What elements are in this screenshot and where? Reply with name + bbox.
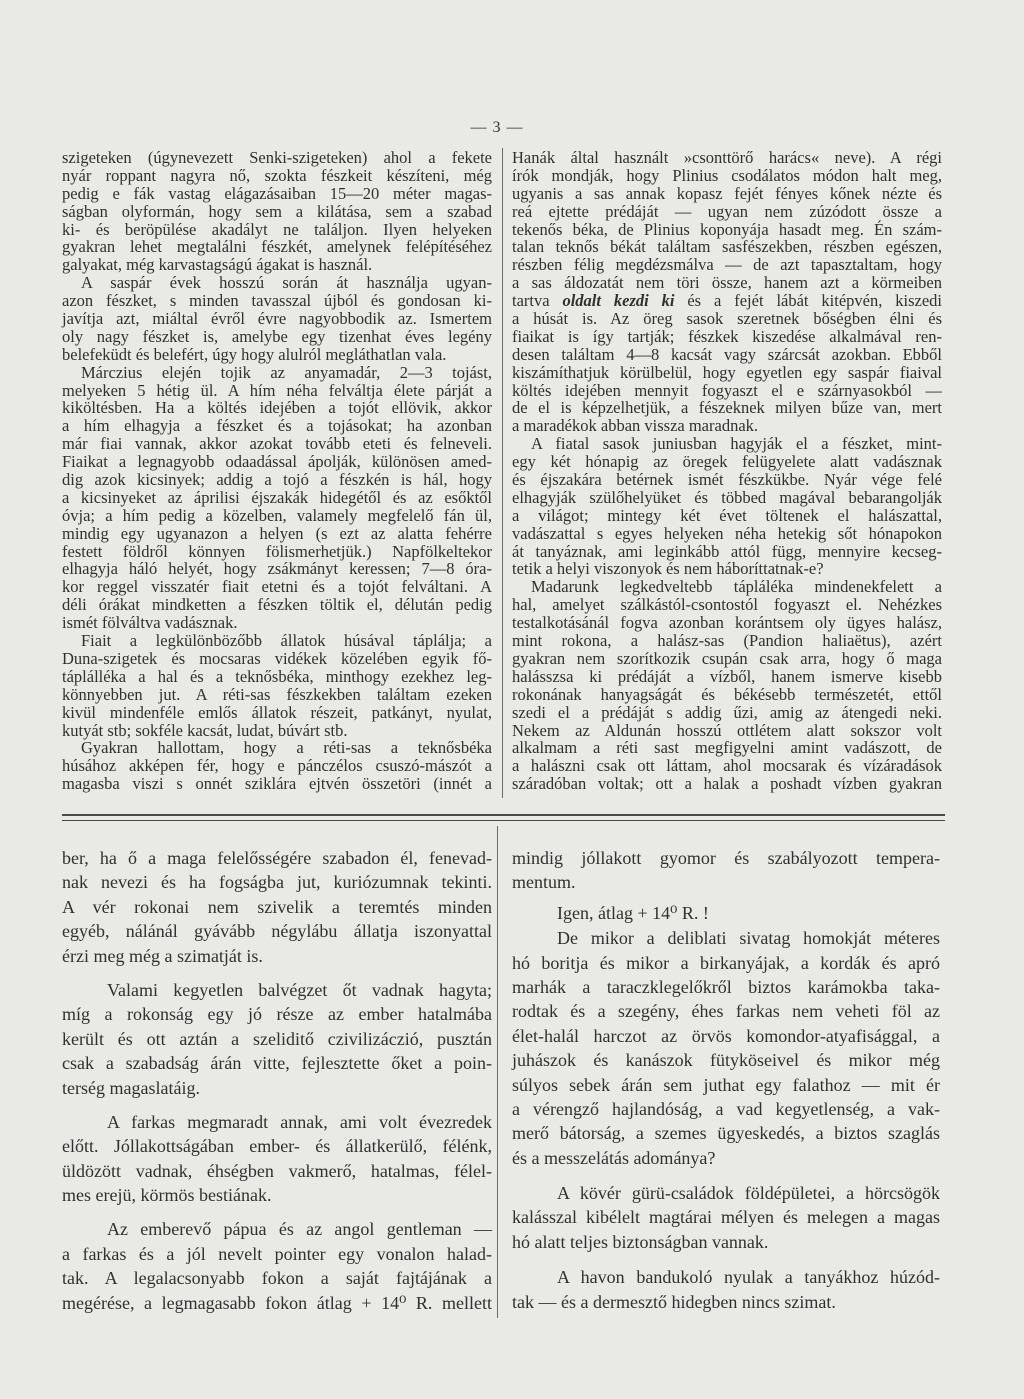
text-line: tak. A legalacsonyabb fokon a saját fajtájának a bbox=[62, 1268, 492, 1289]
text-line: merő bátorság, a szemes ügyeskedés, a biztos szaglás bbox=[512, 1123, 940, 1144]
text-line: a kicsinyeket az áprilisi éjszakák hidegétől és az esőktől bbox=[62, 487, 492, 507]
text-line: a hím elhagyja a fészket és a tojásokat; ha azonban bbox=[62, 416, 492, 436]
text-line: óvja; a hím pedig a közelben, valamely megfelelő fán ül, bbox=[62, 505, 492, 525]
text-line: egy két hónapig az öregek felügyelete alatt vadásznak bbox=[512, 452, 942, 472]
text-line: A havon bandukoló nyulak a tanyákhoz húzód- bbox=[557, 1267, 940, 1288]
text-line: száradóban voltak; ott a halak a poshadt vízben gyakran bbox=[512, 774, 942, 794]
text-line: üldözött vadnak, éhségben vakmerő, hatalmas, félel- bbox=[62, 1160, 492, 1181]
text-line: élet-halál harczot az örvös komondor-atyafisággal, a bbox=[512, 1025, 940, 1046]
bottom-left-column bbox=[62, 846, 492, 1315]
text-line: ugyanis a sas annak kopasz fejét fényes kőnek nézte és bbox=[512, 183, 942, 203]
text-line: könnyebben jut. A réti-sas fészkekben találtam ezeken bbox=[62, 684, 492, 704]
text-line: táplálléka a hal és a teknősbéka, minthogy ezekhez leg- bbox=[62, 666, 492, 686]
text-line: a világot; mintegy két évet töltenek el halászattal, bbox=[512, 505, 942, 525]
text-line: melyeken 5 hétig ül. A hím néha felváltja élete párját a bbox=[62, 380, 492, 400]
text-line: írók mondják, hogy Plinius csodálatos módon halt meg, bbox=[512, 165, 942, 185]
text-line: és éjszakára betérnek ismét fészkükbe. Nyár vége felé bbox=[512, 470, 942, 490]
paragraph bbox=[512, 1265, 940, 1314]
text-line: tetik a helyi viszonyok és nem háboríttatnak-e? bbox=[512, 559, 824, 579]
text-line: terség magaslatáig. bbox=[62, 1077, 200, 1098]
text-line: fiaikat is így tartják; fészkek kiszedése alkalmával ren- bbox=[512, 326, 942, 346]
text-line: De mikor a deliblati sivatag homokját méteres bbox=[557, 928, 940, 949]
text-line: át tanyáznak, ami leginkább attól függ, mennyire kecseg- bbox=[512, 541, 942, 561]
paragraph bbox=[512, 435, 942, 578]
top-left-column bbox=[62, 149, 492, 793]
text-line: elhagyja háló helyét, hogy zsákmányt keressen; 7—8 óra- bbox=[62, 559, 492, 579]
text-line: mindig jóllakott gyomor és szabályozott tempera- bbox=[512, 848, 940, 868]
text-line: oly nagy fészket is, amelybe egy tizenhat éves legény bbox=[62, 326, 492, 346]
top-right-column bbox=[512, 149, 942, 793]
text-line: húsához akképen fér, hogy e pánczélos csuszó-mászót a bbox=[62, 756, 492, 776]
text-line: Márczius elején tojik az anyamadár, 2—3 tojást, bbox=[81, 362, 492, 382]
text-line: Igen, átlag + 14⁰ R. ! bbox=[557, 902, 709, 923]
text-line: és a messzelátás adománya? bbox=[512, 1147, 716, 1168]
text-segment: tartva bbox=[512, 291, 563, 311]
text-line: szedi el a prédáját s addig űzi, amig az átengedi neki. bbox=[512, 702, 942, 722]
text-segment: és a fejét lábát kitépvén, kiszedi bbox=[674, 291, 943, 311]
text-line: Gyakran hallottam, hogy a réti-sas a teknősbéka bbox=[81, 738, 492, 758]
text-line: mentum. bbox=[512, 872, 576, 893]
column-divider bbox=[502, 148, 503, 798]
section-rule-thick bbox=[62, 814, 945, 816]
paragraph bbox=[62, 632, 492, 739]
text-line: vadászattal s egyes helyeken néha hetekig sőt hónapokon bbox=[512, 523, 942, 543]
text-line: tak — és a dermesztő hidegben nincs szimat. bbox=[512, 1291, 836, 1312]
paragraph bbox=[512, 578, 942, 793]
text-line: elhagyják szülőhelyüket és többed magával bebarangolják bbox=[512, 487, 942, 507]
text-line: A saspár évek hosszú során át használja ugyan- bbox=[81, 273, 492, 293]
column-divider bbox=[497, 826, 498, 1318]
text-line: Nekem az Aldunán hosszú ottlétem alatt sokszor volt bbox=[512, 720, 942, 740]
text-line: már fiai vannak, akkor azokat tovább eteti és felneveli. bbox=[62, 434, 492, 454]
text-line: testalkotásánál fogva azonban korántsem oly ügyes halász, bbox=[512, 613, 942, 633]
paragraph bbox=[62, 1217, 492, 1315]
text-line: halásszsa ki prédáját a vízből, hanem ismerve kisebb bbox=[512, 666, 942, 686]
paragraph bbox=[62, 274, 492, 363]
text-line: mes erejü, körmös bestiának. bbox=[62, 1185, 272, 1206]
paragraph bbox=[62, 364, 492, 632]
paragraph bbox=[512, 1181, 940, 1254]
text-line: Fiaikat a legnagyobb odaadással ápolják, különösen amed- bbox=[62, 452, 492, 472]
text-line: A fiatal sasok juniusban hagyják el a fészket, mint- bbox=[531, 434, 942, 454]
text-line: a sas áldozatát nem töri össze, hanem azt a körmeiben bbox=[512, 273, 942, 293]
text-line: került és ott aztán a szeliditő czivilizáczió, pusztán bbox=[62, 1028, 492, 1049]
paragraph bbox=[512, 901, 940, 925]
text-line: Fiait a legkülönbözőbb állatok húsával táplálja; a bbox=[81, 631, 492, 651]
text-line: a húsát is. Az öreg sasok szeretnek bőségben élni és bbox=[512, 309, 942, 329]
paragraph bbox=[62, 978, 492, 1100]
text-line: kor reggel visszatér fiait etetni és a tojót felváltani. A bbox=[62, 577, 492, 597]
text-line: magasba viszi s onnét sziklára ejtvén összetöri (innét a bbox=[62, 774, 492, 794]
text-line: A kövér gürü-családok földépületei, a hörcsögök bbox=[557, 1183, 940, 1204]
text-line: de el is képzelhetjük, a fészeknek milyen bűze van, mert bbox=[512, 398, 942, 418]
text-line: ki- és beröpülése akadályt ne találjon. Ilyen helyeken bbox=[62, 219, 492, 239]
text-line: A vér rokonai nem szivelik a teremtés minden bbox=[62, 896, 492, 917]
text-line: kiköltésben. Ha a költés idejében a tojót ellövik, akkor bbox=[62, 398, 492, 418]
text-line: súlyos sebek árán sem juthat egy falathoz — mit ér bbox=[512, 1074, 940, 1095]
paragraph bbox=[62, 846, 492, 968]
text-line: belefeküdt és belefért, úgy hogy alulról megláthatlan vala. bbox=[62, 344, 447, 364]
text-line: szigeteken (úgynevezett Senki-szigeteken) ahol a fekete bbox=[62, 148, 492, 167]
text-line: nyár roppant nagyra nő, szokta fészkeit készíteni, még bbox=[62, 165, 492, 185]
text-line: egyéb, nálánál gyávább négylábu állatja iszonyattal bbox=[62, 921, 492, 942]
text-line: festett földről könnyen fölismerhetjük.) Napfölkeltekor bbox=[62, 541, 492, 561]
paragraph bbox=[512, 149, 942, 435]
paragraph bbox=[512, 846, 940, 895]
text-line: galyakat, még karvastagságú ágakat is használ. bbox=[62, 255, 373, 275]
text-line: hó alatt teljes biztonságban vannak. bbox=[512, 1231, 769, 1252]
text-line: a farkas és a jól nevelt pointer egy vonalon halad- bbox=[62, 1243, 492, 1264]
text-line: azon fészket, s minden tavasszal újból és gondosan ki- bbox=[62, 291, 492, 311]
text-line: részben félig megdézsmálva — de azt tapasztaltam, hogy bbox=[512, 255, 942, 275]
text-line: a halászni csak ott láttam, ahol mocsarak és vízáradások bbox=[512, 756, 942, 776]
bottom-right-column bbox=[512, 846, 940, 1314]
text-line: megérése, a legmagasabb fokon átlag + 14⁰ R. mellett bbox=[62, 1292, 492, 1313]
text-line: ismét fölváltva vadásznak. bbox=[62, 613, 238, 633]
text-line: tekenős béka, de Plinius koponyája hasadt meg. Én szám- bbox=[512, 219, 942, 239]
text-line: rodtak és a szegény, éhes farkas nem veheti föl az bbox=[512, 1001, 940, 1022]
section-rule-thin bbox=[62, 820, 945, 821]
text-line bbox=[512, 292, 942, 310]
text-line: kutyát stb; sokféle kacsát, ludat, búvárt stb. bbox=[62, 720, 348, 740]
text-line: Madarunk legkedveltebb tápláléka mindenekfelett a bbox=[531, 577, 942, 597]
text-line: Valami kegyetlen balvégzet őt vadnak hagyta; bbox=[107, 979, 492, 1000]
text-line: juhászok és kanászok fütyköseivel és mikor még bbox=[512, 1050, 940, 1071]
text-line: nak nevezi és ha fogságba jut, kuriózumnak tekinti. bbox=[62, 872, 492, 893]
text-line: talan teknős békát találtam sasfészekben, részben egészen, bbox=[512, 237, 942, 257]
text-line: kiszámíthatjuk körülbelül, hogy egyetlen egy saspár fiaival bbox=[512, 362, 942, 382]
text-line: dig azok kicsinyek; addig a tojó a fészkén is hál, hogy bbox=[62, 470, 492, 490]
page-number: — 3 — bbox=[470, 119, 524, 136]
text-line: desen találtam 4—8 kacsát vagy szárcsát azokban. Ebből bbox=[512, 344, 942, 364]
paragraph bbox=[512, 926, 940, 1170]
text-line: pedig e fák vastag elágazásaiban 15—20 méter magas- bbox=[62, 183, 492, 203]
paragraph bbox=[62, 1110, 492, 1208]
emphasized-text: oldalt kezdi ki bbox=[562, 291, 675, 311]
text-line: marhák a taraczklegelőkről biztos karámokba taka- bbox=[512, 976, 940, 997]
text-line: Duna-szigetek és mocsaras vidékek közelében egyik fő- bbox=[62, 648, 492, 668]
text-line: ber, ha ő a maga felelősségére szabadon él, fenevad- bbox=[62, 848, 492, 868]
text-line: míg a rokonság egy jó része az ember hatalmába bbox=[62, 1004, 492, 1025]
text-line: kivül mindenféle emlős állatok részeit, patkányt, nyulat, bbox=[62, 702, 492, 722]
text-line: hó boritja és mikor a birkanyájak, a kordák és apró bbox=[512, 952, 940, 973]
text-line: déli órákat mindketten a fészken töltik el, délután pedig bbox=[62, 595, 492, 615]
text-line: csak a szabadság árán vitte, fejlesztette őket a poin- bbox=[62, 1053, 492, 1074]
text-line: alkalmam a réti sast megfigyelni amint vadászott, de bbox=[512, 738, 942, 758]
text-line: költés idejében mennyit fogyaszt el e szárnyasokból — bbox=[512, 380, 942, 400]
text-line: ságban olyformán, hogy sem a kilátása, sem a szabad bbox=[62, 201, 492, 221]
paragraph bbox=[62, 739, 492, 793]
text-line: érzi meg még a szimatját is. bbox=[62, 945, 263, 966]
text-line: mint rokona, a halász-sas (Pandion haliaëtus), azért bbox=[512, 631, 942, 651]
text-line: a vérengző hajlandóság, a vad kegyetlenség, a vak- bbox=[512, 1098, 940, 1119]
text-line: mindig egy ugyanazon a helyen (s ezt az alatta fehérre bbox=[62, 523, 492, 543]
text-line: előtt. Jóllakottságában ember- és állatkerülő, félénk, bbox=[62, 1136, 492, 1157]
text-line: Az emberevő pápua és az angol gentleman — bbox=[107, 1219, 492, 1240]
paragraph bbox=[62, 149, 492, 274]
text-line: reá ejtette prédáját — ugyan nem zúzódott össze a bbox=[512, 201, 942, 221]
text-line: Hanák által használt »csonttörő harács« neve). A régi bbox=[512, 148, 942, 167]
text-line: a maradékok abban vissza maradnak. bbox=[512, 416, 759, 436]
text-line: gyakran nem szorítkozik csupán csak arra, hogy ő maga bbox=[512, 648, 942, 668]
text-line: javítja azt, miáltal évről évre nagyobbodik az. Ismertem bbox=[62, 309, 492, 329]
text-line: gyakran lehet megtalálni fészkét, amelynek felépítéséhez bbox=[62, 237, 492, 257]
text-line: kalásszal kibélelt magtárai mélyen és melegen a magas bbox=[512, 1207, 940, 1228]
text-line: A farkas megmaradt annak, ami volt évezredek bbox=[107, 1111, 492, 1132]
text-line: hal, amelyet szálkástól-csontostól fogyaszt el. Nehézkes bbox=[512, 595, 942, 615]
text-line: rokonának hanyagságát és békésebb természetét, ettől bbox=[512, 684, 942, 704]
